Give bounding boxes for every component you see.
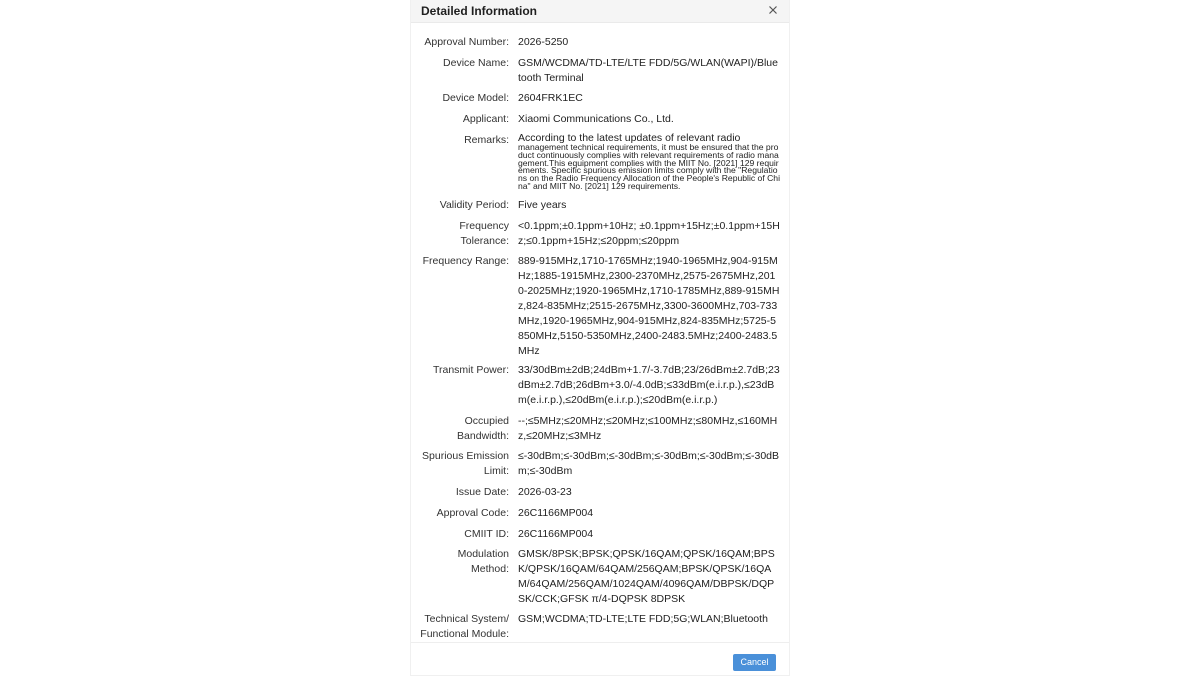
occupied-bandwidth-label-line2: Bandwidth:: [457, 430, 509, 442]
dialog-header: [411, 0, 789, 23]
approval-number-label: Approval Number:: [424, 36, 509, 48]
device-model-label: Device Model:: [442, 92, 509, 104]
occupied-bandwidth-label-line1: Occupied: [464, 415, 509, 427]
cmiit-id-label: CMIIT ID:: [464, 528, 509, 540]
cancel-button[interactable]: Cancel: [733, 654, 776, 671]
spurious-emission-label-line2: Limit:: [483, 465, 509, 477]
close-icon[interactable]: [766, 3, 780, 17]
approval-code-value: 26C1166MP004: [518, 507, 594, 519]
validity-period-value: Five years: [518, 199, 567, 211]
technical-system-label: [413, 612, 509, 642]
remarks-label: Remarks:: [464, 134, 509, 146]
frequency-range-value: 889-915MHz,1710-1765MHz;1940-1965MHz,904-915MHz;1885-1915MHz,2300-2370MHz,2575-2675MHz,2010-2025MHz;1920-1965MHz,1710-1785MHz,889-915MHz,824-835MHz;2515-2675MHz,3300-3600MHz,703-733MHz,1920-1965MHz,904-915MHz,824-835MHz;5725-5850MHz,5150-5350MHz,2400-2483.5MHz;2400-2483.5MHz: [518, 255, 780, 357]
occupied-bandwidth-value: --;≤5MHz;≤20MHz;≤20MHz;≤100MHz;≤80MHz,≤160MHz,≤20MHz;≤3MHz: [518, 415, 778, 442]
frequency-tolerance-label-line2: Tolerance:: [460, 235, 509, 247]
device-name-value: GSM/WCDMA/TD-LTE/LTE FDD/5G/WLAN(WAPI)/Bluetooth Terminal: [518, 57, 778, 84]
dialog-footer: [411, 642, 789, 676]
technical-system-label-line1: Technical System/: [424, 613, 509, 625]
technical-system-label-line2: Functional Module:: [420, 628, 509, 640]
transmit-power-label: Transmit Power:: [432, 364, 509, 376]
frequency-tolerance-label: [413, 219, 509, 249]
frequency-range-label: Frequency Range:: [422, 255, 509, 267]
remarks-value-rest: management technical requirements, it must be ensured that the product continuously complies with relevant requirements of radio management.This equipment complies with the MIIT No. [2021] 129 requirements. Specific spurious emission limits comply with the "Regulations on the Radio Frequency Allocation of the People's Republic of China" and MIIT No. [2021] 129 requirements.: [518, 142, 780, 191]
dialog-body: [411, 22, 789, 642]
applicant-value: Xiaomi Communications Co., Ltd.: [518, 113, 674, 125]
occupied-bandwidth-label: [413, 414, 509, 444]
spurious-emission-value: ≤-30dBm;≤-30dBm;≤-30dBm;≤-30dBm;≤-30dBm;≤-30dBm;≤-30dBm: [518, 450, 780, 477]
frequency-tolerance-label-line1: Frequency: [459, 220, 509, 232]
detailed-information-dialog: [411, 0, 789, 675]
remarks-value: [518, 133, 780, 191]
spurious-emission-label: [413, 449, 509, 479]
device-model-value: 2604FRK1EC: [518, 92, 583, 104]
transmit-power-value: 33/30dBm±2dB;24dBm+1.7/-3.7dB;23/26dBm±2.7dB;23dBm±2.7dB;26dBm+3.0/-4.0dB;≤33dBm(e.i.r.p.),≤23dBm(e.i.r.p.),≤20dBm(e.i.r.p.);≤20dBm(e.i.r.p.): [518, 364, 780, 406]
modulation-method-label-line1: Modulation: [457, 548, 509, 560]
dialog-title: Detailed Information: [421, 4, 538, 18]
approval-code-label: Approval Code:: [436, 507, 509, 519]
modulation-method-value: GMSK/8PSK;BPSK;QPSK/16QAM;QPSK/16QAM;BPSK/QPSK/16QAM/64QAM/256QAM;BPSK/QPSK/16QAM/64QAM/256QAM/1024QAM/4096QAM/DBPSK/DQPSK/CCK;GFSK π/4-DQPSK 8DPSK: [518, 548, 775, 605]
frequency-tolerance-value: <0.1ppm;±0.1ppm+10Hz; ±0.1ppm+15Hz;±0.1ppm+15Hz;≤0.1ppm+15Hz;≤20ppm;≤20ppm: [518, 220, 780, 247]
spurious-emission-label-line1: Spurious Emission: [422, 450, 509, 462]
issue-date-value: 2026-03-23: [518, 486, 572, 498]
cmiit-id-value: 26C1166MP004: [518, 528, 594, 540]
applicant-label: Applicant:: [462, 113, 509, 125]
validity-period-label: Validity Period:: [439, 199, 509, 211]
modulation-method-label: [413, 547, 509, 577]
technical-system-value: GSM;WCDMA;TD-LTE;LTE FDD;5G;WLAN;Bluetooth: [518, 613, 768, 625]
approval-number-value: 2026-5250: [518, 36, 569, 48]
device-name-label: Device Name:: [443, 57, 509, 69]
modulation-method-label-line2: Method:: [471, 563, 509, 575]
remarks-value-first-line: According to the latest updates of relevant radio: [518, 132, 741, 144]
issue-date-label: Issue Date:: [455, 486, 509, 498]
